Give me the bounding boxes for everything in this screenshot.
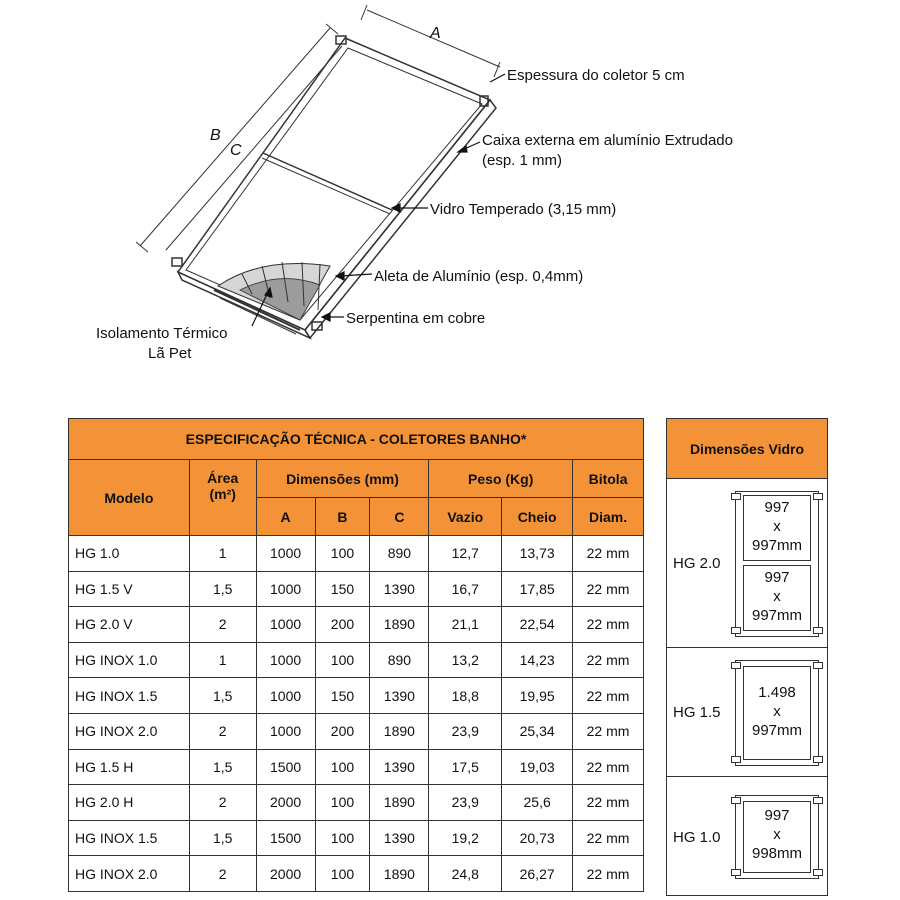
table-cell: 150 <box>315 678 370 714</box>
table-cell: 100 <box>315 785 370 821</box>
table-cell: 22 mm <box>573 571 644 607</box>
header-full: Cheio <box>502 498 573 536</box>
table-cell: 22 mm <box>573 536 644 572</box>
table-cell: 1390 <box>370 678 429 714</box>
glass-pane: 997 x 998mm <box>743 801 811 873</box>
header-gauge: Bitola <box>573 460 644 498</box>
table-cell: 1500 <box>256 820 315 856</box>
table-cell: 2 <box>189 785 256 821</box>
model-cell: HG INOX 1.5 <box>69 820 190 856</box>
glass-pane: 1.498 x 997mm <box>743 666 811 760</box>
table-row <box>69 571 644 607</box>
model-cell: HG 1.5 V <box>69 571 190 607</box>
table-cell: 22 mm <box>573 856 644 892</box>
table-cell: 1000 <box>256 536 315 572</box>
table-cell: 1,5 <box>189 571 256 607</box>
table-cell: 23,9 <box>429 785 502 821</box>
table-cell: 2 <box>189 607 256 643</box>
header-dimensions: Dimensões (mm) <box>256 460 429 498</box>
pipe-stub-bottom-left <box>172 258 182 266</box>
table-cell: 14,23 <box>502 642 573 678</box>
glass-table-title: Dimensões Vidro <box>667 419 828 479</box>
table-cell: 1890 <box>370 607 429 643</box>
table-cell: 1 <box>189 536 256 572</box>
model-cell: HG 2.0 V <box>69 607 190 643</box>
table-cell: 19,2 <box>429 820 502 856</box>
table-cell: 13,73 <box>502 536 573 572</box>
header-diam: Diam. <box>573 498 644 536</box>
table-cell: 12,7 <box>429 536 502 572</box>
table-cell: 1390 <box>370 820 429 856</box>
table-cell: 1890 <box>370 713 429 749</box>
table-cell: 26,27 <box>502 856 573 892</box>
glass-row-hg20 <box>667 479 828 648</box>
model-cell: HG 1.5 H <box>69 749 190 785</box>
thickness-label: Espessura do coletor 5 cm <box>507 67 685 84</box>
table-cell: 22 mm <box>573 749 644 785</box>
model-cell: HG INOX 1.5 <box>69 678 190 714</box>
table-cell: 23,9 <box>429 713 502 749</box>
glass-divider <box>263 153 392 210</box>
table-cell: 2 <box>189 856 256 892</box>
table-cell: 1000 <box>256 713 315 749</box>
case-label-line1: Caixa externa em alumínio Extrudado <box>482 132 733 149</box>
table-cell: 1000 <box>256 642 315 678</box>
table-cell: 13,2 <box>429 642 502 678</box>
header-dim-c: C <box>370 498 429 536</box>
glass-row-hg10 <box>667 777 828 896</box>
spec-table-body <box>69 536 644 892</box>
table-cell: 22 mm <box>573 785 644 821</box>
glass-row-hg15 <box>667 648 828 777</box>
table-cell: 150 <box>315 571 370 607</box>
model-cell: HG INOX 1.0 <box>69 642 190 678</box>
table-cell: 1 <box>189 642 256 678</box>
glass-model-label: HG 1.5 <box>673 704 721 721</box>
dimension-label-c: C <box>230 142 242 159</box>
table-cell: 17,5 <box>429 749 502 785</box>
table-cell: 22 mm <box>573 820 644 856</box>
collector-side-face <box>305 100 496 338</box>
spec-table <box>68 418 644 892</box>
table-cell: 1,5 <box>189 749 256 785</box>
table-cell: 22 mm <box>573 607 644 643</box>
table-row <box>69 785 644 821</box>
table-cell: 17,85 <box>502 571 573 607</box>
header-empty: Vazio <box>429 498 502 536</box>
table-cell: 1890 <box>370 856 429 892</box>
case-label-line2: (esp. 1 mm) <box>482 152 563 169</box>
table-cell: 19,03 <box>502 749 573 785</box>
table-cell: 1000 <box>256 607 315 643</box>
header-area: Área (m²) <box>189 460 256 536</box>
table-cell: 890 <box>370 536 429 572</box>
dimension-line-c <box>166 46 342 250</box>
table-cell: 1500 <box>256 749 315 785</box>
table-row <box>69 607 644 643</box>
table-cell: 100 <box>315 642 370 678</box>
glass-label: Vidro Temperado (3,15 mm) <box>430 201 617 218</box>
glass-pane: 997 x 997mm <box>743 565 811 631</box>
insulation-label-line1: Isolamento Térmico <box>96 325 228 342</box>
dimension-label-a: A <box>430 25 441 42</box>
table-cell: 21,1 <box>429 607 502 643</box>
table-row <box>69 749 644 785</box>
table-row <box>69 642 644 678</box>
table-cell: 2 <box>189 713 256 749</box>
table-cell: 25,34 <box>502 713 573 749</box>
table-cell: 1000 <box>256 571 315 607</box>
table-cell: 18,8 <box>429 678 502 714</box>
table-cell: 22 mm <box>573 678 644 714</box>
header-dim-a: A <box>256 498 315 536</box>
glass-model-label: HG 1.0 <box>673 829 721 846</box>
table-row <box>69 713 644 749</box>
table-cell: 2000 <box>256 856 315 892</box>
table-cell: 22 mm <box>573 642 644 678</box>
spec-table-title: ESPECIFICAÇÃO TÉCNICA - COLETORES BANHO* <box>69 419 644 460</box>
table-cell: 100 <box>315 536 370 572</box>
model-cell: HG 2.0 H <box>69 785 190 821</box>
table-cell: 890 <box>370 642 429 678</box>
table-cell: 25,6 <box>502 785 573 821</box>
table-row <box>69 820 644 856</box>
table-cell: 1390 <box>370 571 429 607</box>
table-row <box>69 536 644 572</box>
table-cell: 1390 <box>370 749 429 785</box>
table-cell: 100 <box>315 856 370 892</box>
coil-label: Serpentina em cobre <box>346 310 486 327</box>
table-row <box>69 856 644 892</box>
table-cell: 22,54 <box>502 607 573 643</box>
table-cell: 1000 <box>256 678 315 714</box>
insulation-label-line2: Lã Pet <box>148 345 192 362</box>
table-cell: 19,95 <box>502 678 573 714</box>
table-cell: 200 <box>315 607 370 643</box>
collector-diagram <box>0 0 900 380</box>
table-cell: 100 <box>315 820 370 856</box>
table-cell: 1,5 <box>189 678 256 714</box>
table-cell: 2000 <box>256 785 315 821</box>
glass-pane: 997 x 997mm <box>743 495 811 561</box>
table-cell: 24,8 <box>429 856 502 892</box>
dimension-line-b <box>140 28 330 246</box>
table-cell: 200 <box>315 713 370 749</box>
model-cell: HG 1.0 <box>69 536 190 572</box>
table-cell: 20,73 <box>502 820 573 856</box>
header-dim-b: B <box>315 498 370 536</box>
table-cell: 22 mm <box>573 713 644 749</box>
header-weight: Peso (Kg) <box>429 460 573 498</box>
table-cell: 16,7 <box>429 571 502 607</box>
model-cell: HG INOX 2.0 <box>69 713 190 749</box>
table-cell: 1,5 <box>189 820 256 856</box>
dimension-label-b: B <box>210 127 221 144</box>
glass-table <box>666 418 828 896</box>
table-cell: 1890 <box>370 785 429 821</box>
glass-model-label: HG 2.0 <box>673 555 721 572</box>
table-cell: 100 <box>315 749 370 785</box>
model-cell: HG INOX 2.0 <box>69 856 190 892</box>
fin-label: Aleta de Alumínio (esp. 0,4mm) <box>374 268 584 285</box>
header-model: Modelo <box>69 460 190 536</box>
table-row <box>69 678 644 714</box>
